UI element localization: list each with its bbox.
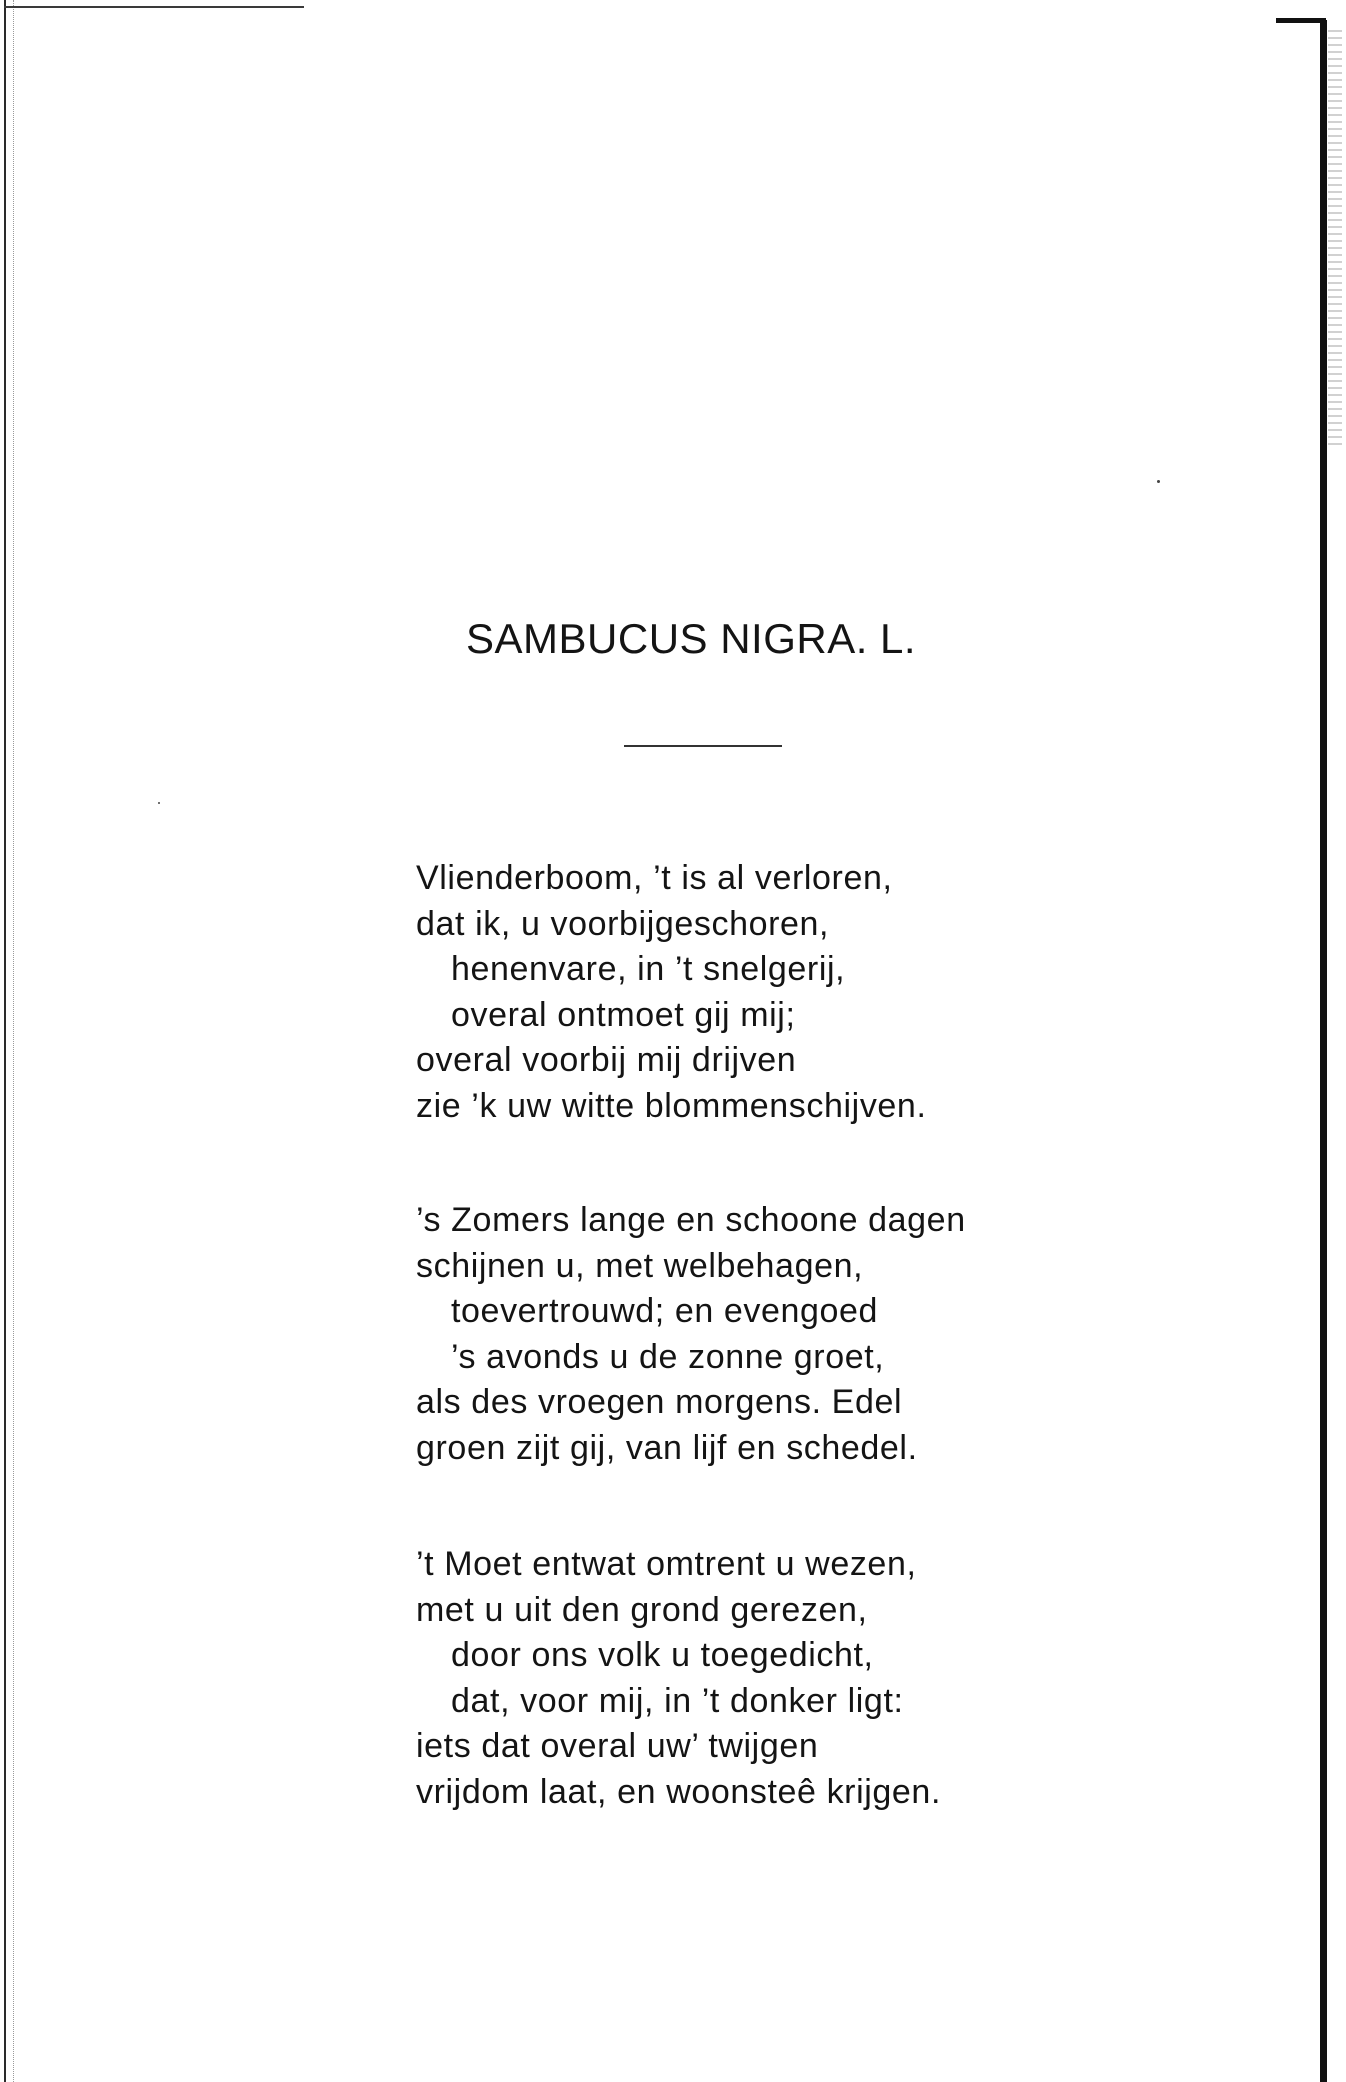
stanza-2 [416,1198,1116,1471]
page-right-shadow [1320,20,1327,2082]
verse-line: vrijdom laat, en woonsteê krijgen. [416,1772,941,1811]
scan-speck [158,802,160,804]
verse-line: Vlienderboom, ’t is al verloren, [416,859,893,897]
verse-line: ’s Zomers lange en schoone dagen [416,1201,966,1239]
verse-line: overal ontmoet gij mij; [451,995,796,1034]
verse-line: iets dat overal uw’ twijgen [416,1727,819,1765]
verse-line: met u uit den grond gerezen, [416,1590,868,1629]
verse-line: toevertrouwd; en evengoed [451,1292,879,1330]
verse-line: ’t Moet entwat omtrent u wezen, [416,1545,917,1583]
verse-line: door ons volk u toegedicht, [451,1636,874,1674]
stanza-1 [416,856,1116,1129]
title-rule [624,745,782,747]
verse-line: dat ik, u voorbijgeschoren, [416,904,830,943]
verse-line: ’s avonds u de zonne groet, [451,1337,885,1376]
verse-line: dat, voor mij, in ’t donker ligt: [451,1681,904,1720]
verse-line: als des vroegen morgens. Edel [416,1383,903,1421]
verse-line: henenvare, in ’t snelgerij, [451,950,846,988]
verse-line: groen zijt gij, van lijf en schedel. [416,1428,918,1467]
verse-line: schijnen u, met welbehagen, [416,1246,864,1285]
page-right-noise [1328,30,1342,450]
page-top-left-edge [4,6,304,8]
page-left-edge [4,0,14,2082]
poem-title: SAMBUCUS NIGRA. L. [466,615,917,662]
page-right-edge [1306,0,1346,2082]
scan-speck [1157,480,1160,483]
verse-line: overal voorbij mij drijven [416,1041,797,1079]
verse-line: zie ’k uw witte blommenschijven. [416,1086,927,1125]
stanza-3 [416,1542,1116,1815]
page-right-corner [1276,18,1326,23]
